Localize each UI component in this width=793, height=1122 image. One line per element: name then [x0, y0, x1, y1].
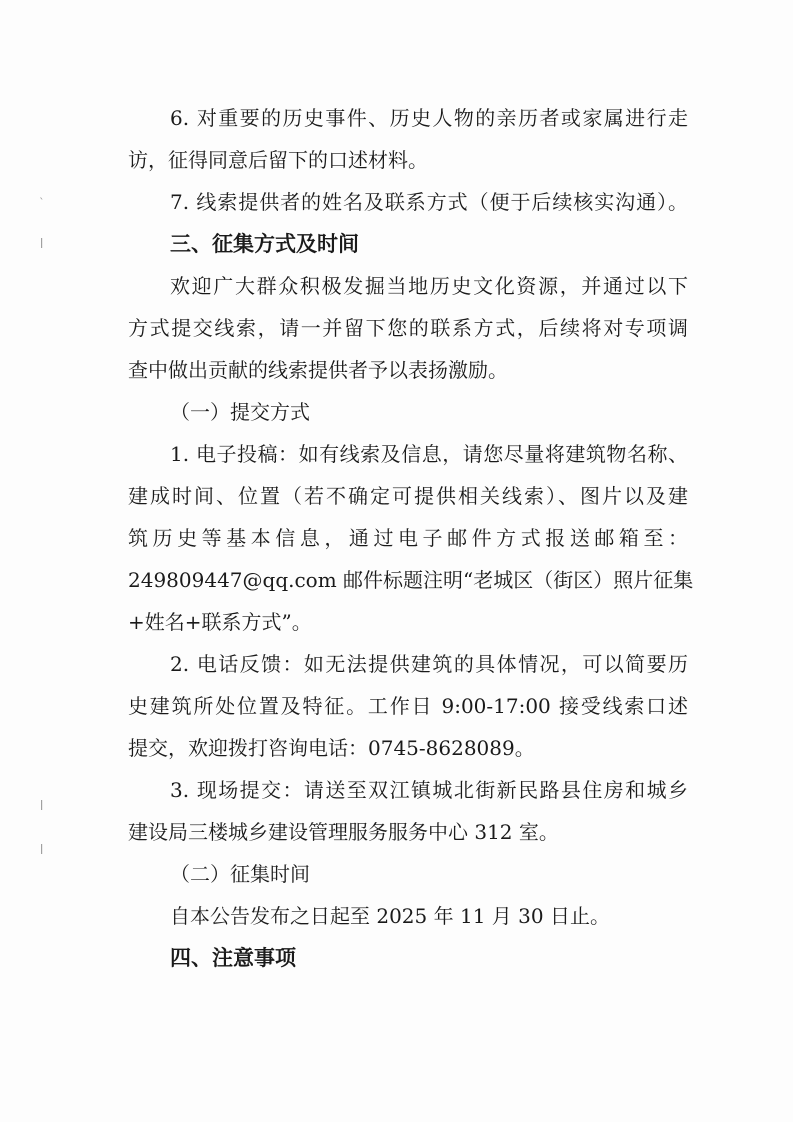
text-line-phone-2: 史建筑所处位置及特征。工作日 9:00-17:00 接受线索口述: [128, 694, 688, 718]
scan-mark: ǀ: [40, 236, 44, 249]
text-line-intro-2: 方式提交线索，请一并留下您的联系方式，后续将对专项调: [128, 316, 688, 340]
text-line-item7: 7. 线索提供者的姓名及联系方式（便于后续核实沟通）。: [170, 190, 688, 214]
text-line-phone-1: 2. 电话反馈：如无法提供建筑的具体情况，可以简要历: [170, 652, 688, 676]
text-line-collection-period: 自本公告发布之日起至 2025 年 11 月 30 日止。: [170, 904, 610, 928]
scan-mark: ՝: [40, 196, 43, 209]
text-line-intro-3: 查中做出贡献的线索提供者予以表扬激励。: [128, 358, 508, 382]
section-heading-3: 三、征集方式及时间: [170, 232, 359, 256]
text-line-onsite-1: 3. 现场提交：请送至双江镇城北街新民路县住房和城乡: [170, 778, 688, 802]
text-line-item6-part1: 6. 对重要的历史事件、历史人物的亲历者或家属进行走: [170, 106, 688, 130]
scan-mark: ǀ: [40, 842, 44, 855]
text-line-email-4: 249809447@qq.com 邮件标题注明“老城区（街区）照片征集: [128, 568, 694, 592]
text-line-email-1: 1. 电子投稿：如有线索及信息，请您尽量将建筑物名称、: [170, 442, 688, 466]
section-heading-4: 四、注意事项: [170, 946, 296, 970]
scan-mark: ǀ: [40, 798, 44, 811]
text-line-onsite-2: 建设局三楼城乡建设管理服务服务中心 312 室。: [128, 820, 559, 844]
subheading-collection-time: （二）征集时间: [170, 862, 310, 886]
text-line-intro-1: 欢迎广大群众积极发掘当地历史文化资源，并通过以下: [170, 274, 688, 298]
subheading-submission-method: （一）提交方式: [170, 400, 310, 424]
text-line-item6-part2: 访，征得同意后留下的口述材料。: [128, 148, 428, 172]
text-line-email-5: +姓名+联系方式”。: [128, 610, 312, 634]
text-line-email-2: 建成时间、位置（若不确定可提供相关线索）、图片以及建: [128, 484, 688, 508]
text-line-phone-3: 提交，欢迎拨打咨询电话：0745-8628089。: [128, 736, 535, 760]
text-line-email-3: 筑历史等基本信息，通过电子邮件方式报送邮箱至：: [128, 526, 688, 550]
